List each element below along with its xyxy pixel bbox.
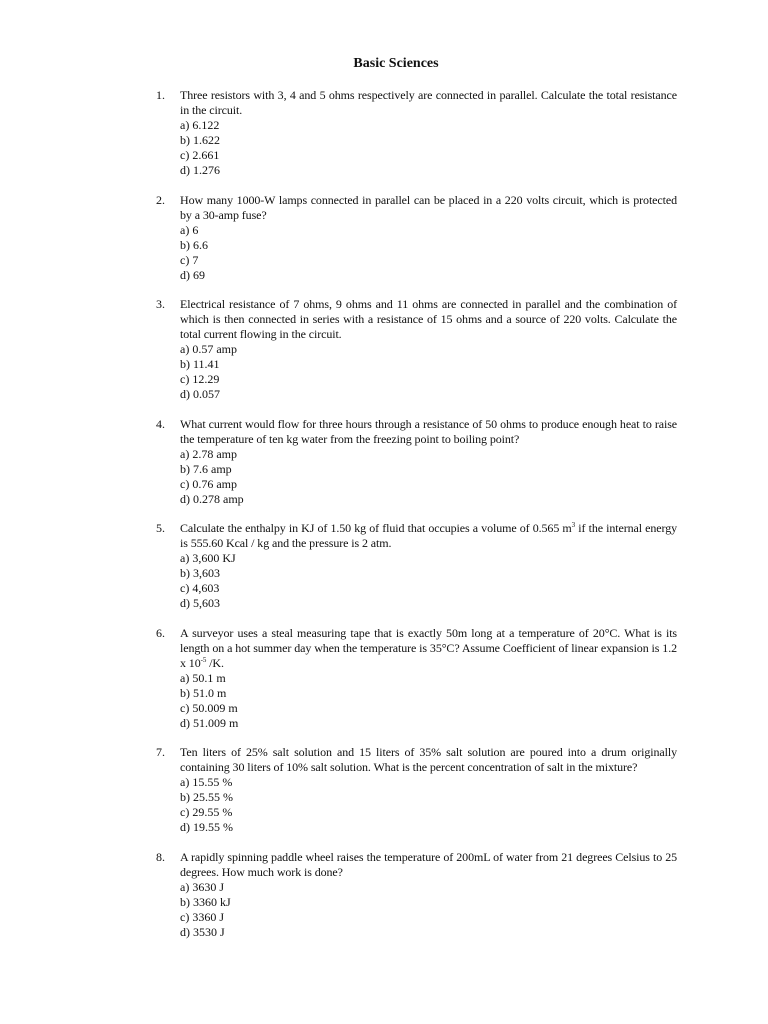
question-text-part: if the internal energy is 555.60 Kcal / kg and the pressure is 2 atm. <box>180 521 678 550</box>
question-8 <box>156 850 677 940</box>
option-d: d) 0.278 amp <box>180 492 244 506</box>
question-text: What current would flow for three hours through a resistance of 50 ohms to produce enough heat to raise the temperature of ten kg water from the freezing point to boiling point? <box>180 417 677 446</box>
option-a: a) 6 <box>180 223 199 237</box>
option-a: a) 3,600 KJ <box>180 551 236 565</box>
question-text: Ten liters of 25% salt solution and 15 liters of 35% salt solution are poured into a drum originally containing 30 liters of 10% salt solution. What is the percent concentration of salt in the mixture? <box>180 745 677 774</box>
option-c: c) 12.29 <box>180 372 220 386</box>
question-text: Electrical resistance of 7 ohms, 9 ohms and 11 ohms are connected in parallel and the combination of which is then connected in series with a resistance of 15 ohms and a source of 220 volts. Calculate the total current flowing in the circuit. <box>180 297 677 341</box>
option-a: a) 6.122 <box>180 118 220 132</box>
question-text: How many 1000-W lamps connected in parallel can be placed in a 220 volts circuit, which is protected by a 30-amp fuse? <box>180 193 677 222</box>
option-c: c) 4,603 <box>180 581 220 595</box>
question-text <box>180 521 677 551</box>
question-number: 5. <box>156 521 165 535</box>
question-number: 1. <box>156 88 165 102</box>
question-number: 7. <box>156 745 165 759</box>
option-c: c) 50.009 m <box>180 701 238 715</box>
option-a: a) 50.1 m <box>180 671 226 685</box>
question-1 <box>156 88 677 178</box>
option-d: d) 1.276 <box>180 163 220 177</box>
question-5 <box>156 521 677 611</box>
option-d: d) 3530 J <box>180 925 225 939</box>
option-b: b) 11.41 <box>180 357 220 371</box>
option-b: b) 51.0 m <box>180 686 227 700</box>
option-c: c) 3360 J <box>180 910 224 924</box>
option-c: c) 29.55 % <box>180 805 233 819</box>
option-d: d) 51.009 m <box>180 716 239 730</box>
question-text-part: A surveyor uses a steal measuring tape that is exactly 50m long at a temperature of 20°C. What is its length on a hot summer day when the temperature is 35°C? Assume Coefficient of linear expansion is 1.2 x 10 <box>180 626 677 670</box>
question-text-part: /K. <box>206 656 224 670</box>
question-number: 4. <box>156 417 165 431</box>
option-c: c) 0.76 amp <box>180 477 237 491</box>
option-d: d) 69 <box>180 268 205 282</box>
option-a: a) 15.55 % <box>180 775 233 789</box>
question-2 <box>156 193 677 283</box>
option-a: a) 0.57 amp <box>180 342 237 356</box>
question-text <box>180 626 677 671</box>
option-b: b) 3360 kJ <box>180 895 231 909</box>
option-d: d) 0.057 <box>180 387 220 401</box>
question-text: A rapidly spinning paddle wheel raises the temperature of 200mL of water from 21 degrees Celsius to 25 degrees. How much work is done? <box>180 850 677 879</box>
option-c: c) 7 <box>180 253 199 267</box>
option-b: b) 25.55 % <box>180 790 233 804</box>
question-text-part: Calculate the enthalpy in KJ of 1.50 kg of fluid that occupies a volume of 0.565 m <box>180 521 572 535</box>
option-d: d) 5,603 <box>180 596 220 610</box>
question-number: 3. <box>156 297 165 311</box>
question-number: 2. <box>156 193 165 207</box>
question-4 <box>156 417 677 507</box>
option-b: b) 3,603 <box>180 566 220 580</box>
page-title: Basic Sciences <box>353 56 439 71</box>
option-b: b) 7.6 amp <box>180 462 232 476</box>
option-c: c) 2.661 <box>180 148 220 162</box>
superscript-exponent: 3 <box>571 521 576 529</box>
question-number: 6. <box>156 626 165 640</box>
question-3 <box>156 297 677 402</box>
question-7 <box>156 745 677 835</box>
superscript-exponent: -5 <box>200 656 207 664</box>
option-d: d) 19.55 % <box>180 820 233 834</box>
option-a: a) 2.78 amp <box>180 447 237 461</box>
question-6 <box>156 626 677 731</box>
question-text: Three resistors with 3, 4 and 5 ohms respectively are connected in parallel. Calculate the total resistance in the circuit. <box>180 88 677 117</box>
option-b: b) 6.6 <box>180 238 208 252</box>
option-a: a) 3630 J <box>180 880 224 894</box>
option-b: b) 1.622 <box>180 133 220 147</box>
question-number: 8. <box>156 850 165 864</box>
